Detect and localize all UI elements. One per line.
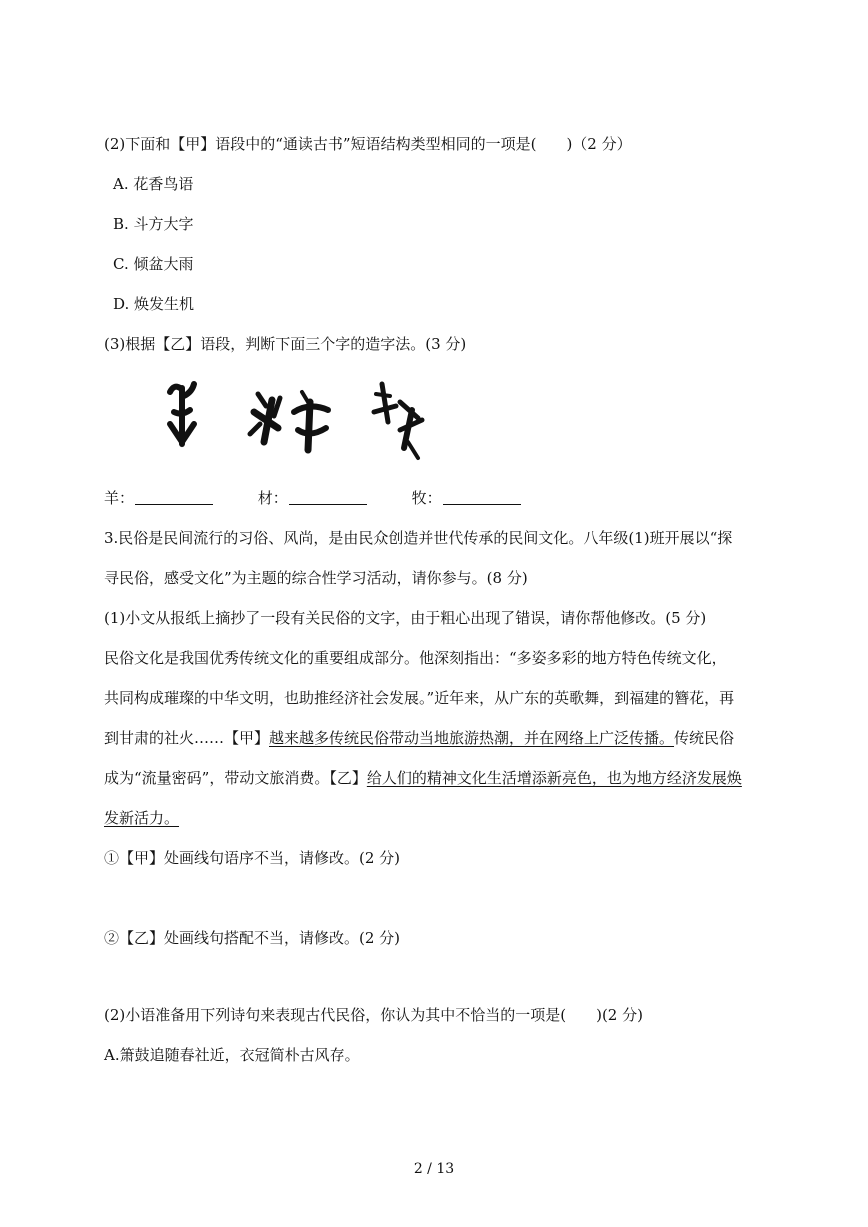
option-b: B. 斗方大字 [113, 215, 194, 233]
passage-line-4-pre: 成为“流量密码”，带动文旅消费。【乙】 [104, 769, 367, 787]
option-d: D. 焕发生机 [113, 295, 195, 313]
passage-line-3-post: 传统民俗 [674, 729, 735, 747]
underlined-sentence-jia: 越来越多传统民俗带动当地旅游热潮，并在网络上广泛传播。 [269, 729, 675, 747]
answer-line-cai[interactable] [289, 490, 367, 505]
question-2-3-stem: (3)根据【乙】语段，判断下面三个字的造字法。(3 分) [104, 335, 467, 353]
passage-line-5 [104, 808, 179, 828]
underlined-sentence-yi-cont: 发新活力。 [104, 809, 180, 827]
answer-line-yang[interactable] [135, 490, 213, 505]
passage-line-2: 共同构成璀璨的中华文明，也助推经济社会发展。”近年来，从广东的英歌舞，到福建的簪花，再 [104, 689, 735, 707]
question-2-2-stem: (2)下面和【甲】语段中的“通读古书”短语结构类型相同的一项是( )（2 分） [104, 135, 632, 153]
oracle-bone-glyphs [160, 372, 450, 472]
passage-line-3 [104, 728, 734, 748]
option-c: C. 倾盆大雨 [113, 255, 194, 273]
task-1: ①【甲】处画线句语序不当，请修改。(2 分) [104, 849, 401, 867]
question-3-2-stem: (2)小语准备用下列诗句来表现古代民俗，你认为其中不恰当的一项是( )(2 分) [104, 1006, 643, 1024]
blank-mu [412, 489, 521, 507]
glyph-yang [170, 384, 194, 444]
fill-in-row [104, 488, 561, 508]
question-3-intro-line-2: 寻民俗，感受文化”为主题的综合性学习活动，请你参与。(8 分) [104, 569, 528, 587]
question-3-2-option-a: A.箫鼓追随春社近，衣冠简朴古风存。 [104, 1046, 360, 1064]
glyph-cai [250, 392, 328, 450]
passage-line-1: 民俗文化是我国优秀传统文化的重要组成部分。他深刻指出：“多姿多彩的地方特色传统文化， [104, 649, 727, 667]
page-number: 2 / 13 [413, 1161, 455, 1177]
blank-cai-label: 材： [257, 489, 288, 507]
blank-yang [104, 489, 213, 507]
blank-cai [258, 489, 367, 507]
question-3-intro-line-1: 3.民俗是民间流行的习俗、风尚，是由民众创造并世代传承的民间文化。八年级(1)班开展以“探 [104, 529, 733, 547]
question-3-1-stem: (1)小文从报纸上摘抄了一段有关民俗的文字，由于粗心出现了错误，请你帮他修改。(5 分) [104, 609, 707, 627]
task-2: ②【乙】处画线句搭配不当，请修改。(2 分) [104, 929, 401, 947]
blank-yang-label: 羊： [104, 489, 135, 507]
answer-line-mu[interactable] [443, 490, 521, 505]
underlined-sentence-yi: 给人们的精神文化生活增添新亮色，也为地方经济发展焕 [366, 769, 742, 787]
passage-line-4 [104, 768, 742, 788]
glyph-mu [374, 384, 422, 458]
passage-line-3-pre: 到甘肃的社火……【甲】 [104, 729, 270, 747]
option-a: A. 花香鸟语 [113, 175, 194, 193]
blank-mu-label: 牧： [411, 489, 442, 507]
